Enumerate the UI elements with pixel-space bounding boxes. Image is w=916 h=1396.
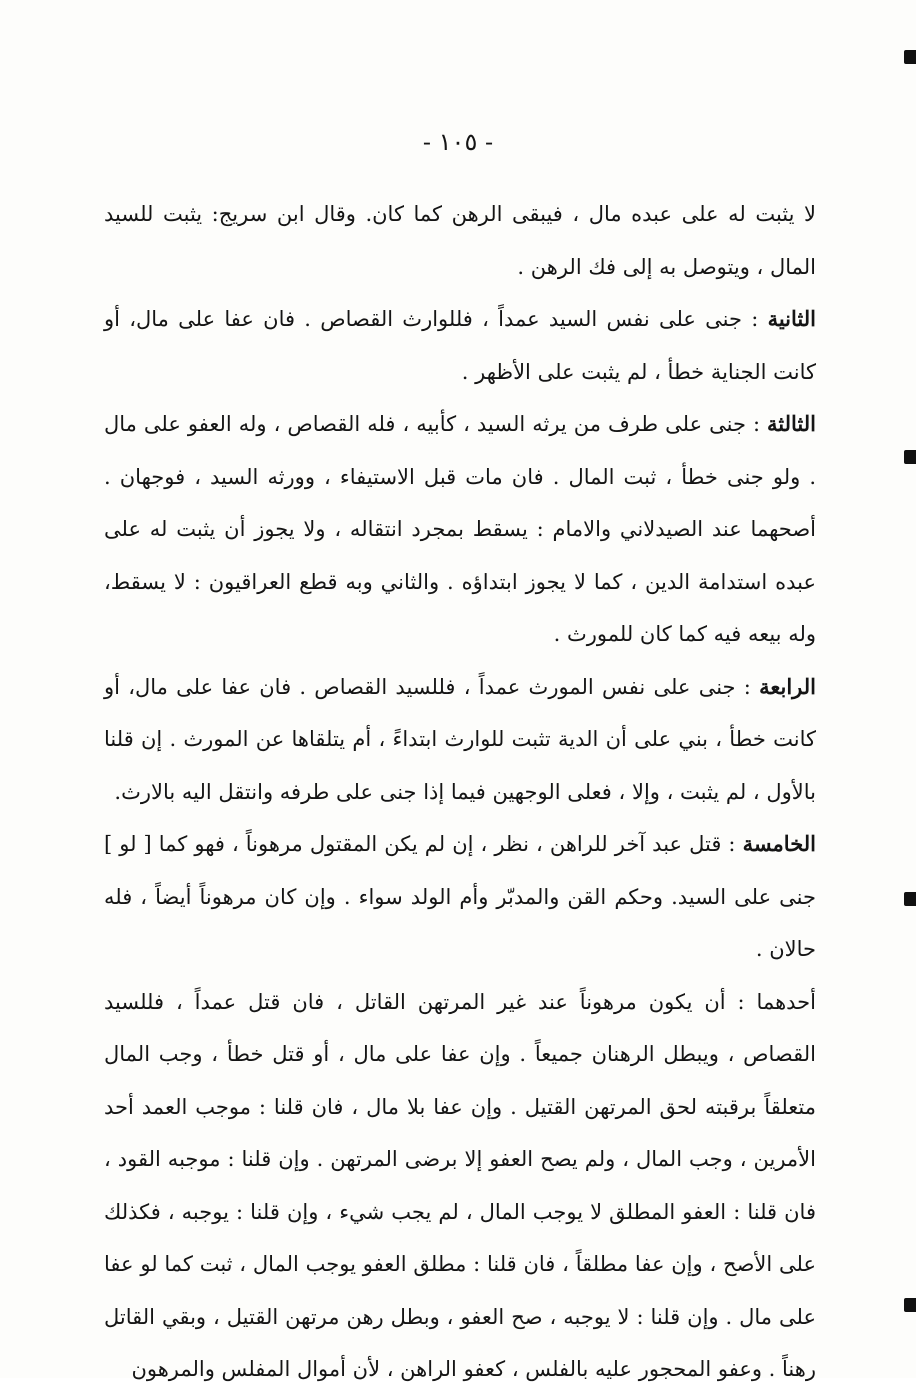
paragraph-third-case <box>104 398 816 661</box>
paragraph-text: : جنى على نفس السيد عمداً ، فللوارث القصاص . فان عفا على مال، أو كانت الجناية خطأ ، لم يثبت على الأظهر . <box>104 307 816 384</box>
paragraph-text: : قتل عبد آخر للراهن ، نظر ، إن لم يكن المقتول مرهوناً ، فهو كما [ لو ] جنى على السيد. وحكم القن والمدبّر وأم الولد سواء . وإن كان مرهوناً أيضاً ، فله حالان . <box>104 832 816 961</box>
page-number: - ١٠٥ - <box>422 128 494 156</box>
paragraph-heading: الرابعة <box>759 673 816 699</box>
paragraph-heading: الثانية <box>767 306 816 331</box>
paragraph-fifth-case <box>104 818 816 976</box>
scan-margin-mark <box>904 1298 916 1312</box>
paragraph-continuation <box>104 188 816 293</box>
scan-margin-mark <box>904 450 916 464</box>
paragraph-heading: الثالثة <box>767 411 816 436</box>
body-text <box>104 188 816 1396</box>
paragraph-heading: الخامسة <box>742 831 816 856</box>
scan-margin-mark <box>904 892 916 906</box>
paragraph-text: أحدهما : أن يكون مرهوناً عند غير المرتهن القاتل ، فان قتل عمداً ، فللسيد القصاص ، ويبطل الرهنان جميعاً . وإن عفا على مال ، أو قتل خطأ ، وجب المال متعلقاً برقبته لحق المرتهن القتيل . وإن عفا بلا مال ، فان قلنا : موجب العمد أحد الأمرين ، وجب المال ، ولم يصح العفو إلا برضى المرتهن . وإن قلنا : موجبه القود ، فان قلنا : العفو المطلق لا يوجب المال ، لم يجب شيء ، وإن قلنا : يوجبه ، فكذلك على الأصح ، وإن عفا مطلقاً ، فان قلنا : مطلق العفو يوجب المال ، ثبت كما لو عفا على مال . وإن قلنا : لا يوجبه ، صح العفو ، وبطل رهن مرتهن القتيل ، وبقي القاتل رهناً . وعفو المحجور عليه بالفلس ، كعفو الراهن ، لأن أموال المفلس والمرهون <box>104 989 816 1381</box>
scan-margin-mark <box>904 50 916 64</box>
paragraph-text: : جنى على طرف من يرثه السيد ، كأبيه ، فله القصاص ، وله العفو على مال . ولو جنى خطأ ، ثبت المال . فان مات قبل الاستيفاء ، وورثه السيد ، فوجهان . أصحهما عند الصيدلاني والامام : يسقط بمجرد انتقاله ، ولا يجوز أن يثبت له على عبده استدامة الدين ، كما لا يجوز ابتداؤه . والثاني وبه قطع العراقيون : لا يسقط، وله بيعه فيه كما كان للمورث . <box>104 412 816 646</box>
paragraph-text: : جنى على نفس المورث عمداً ، فللسيد القصاص . فان عفا على مال، أو كانت خطأ ، بني على أن الدية تثبت للوارث ابتداءً ، أم يتلقاها عن المورث . إن قلنا بالأول ، لم يثبت ، وإلا ، فعلى الوجهين فيما إذا جنى على طرفه وانتقل اليه بالارث. <box>104 674 816 804</box>
paragraph-fourth-case <box>104 661 816 819</box>
paragraph-first-state <box>104 976 816 1396</box>
paragraph-second-case <box>104 293 816 398</box>
paragraph-text: لا يثبت له على عبده مال ، فيبقى الرهن كما كان. وقال ابن سريج: يثبت للسيد المال ، ويتوصل به إلى فك الرهن . <box>104 202 816 279</box>
